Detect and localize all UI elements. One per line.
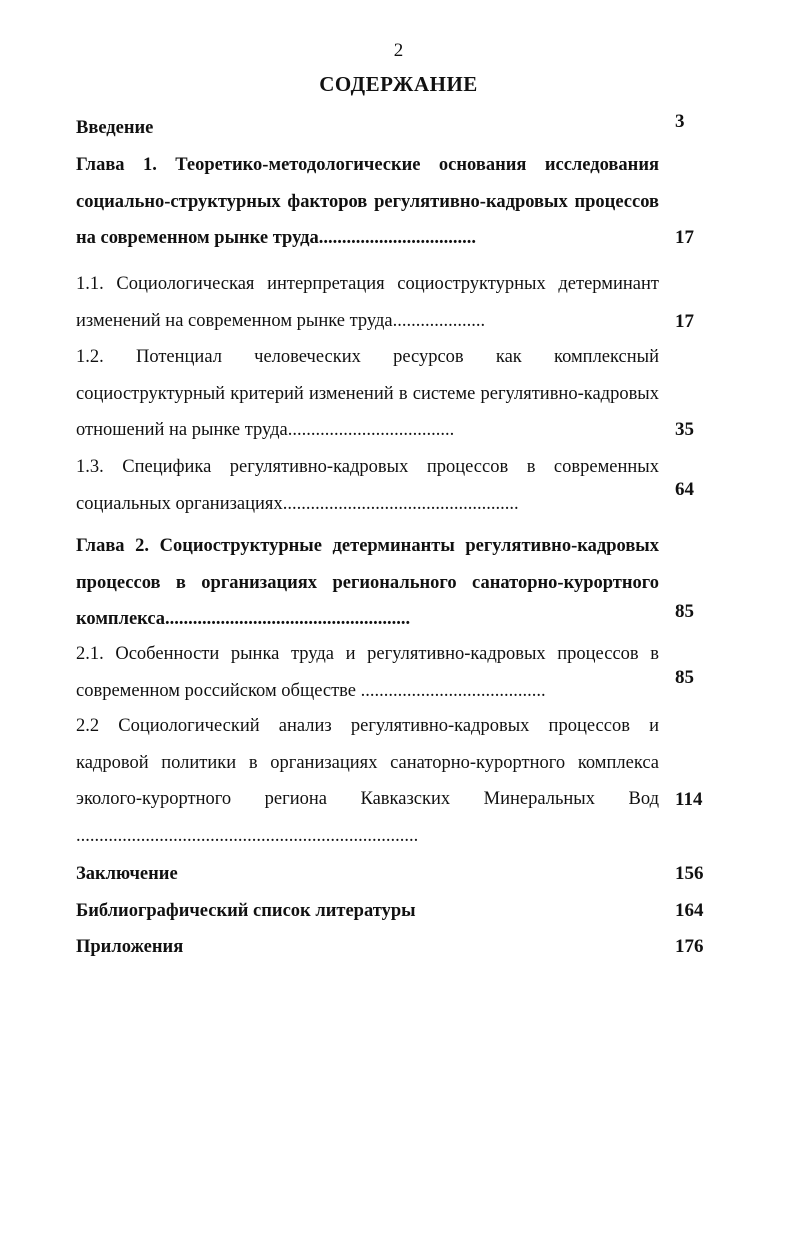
toc-entry-page: 164 <box>675 900 704 921</box>
toc-entry-page: 176 <box>675 936 704 957</box>
toc-entry-chapter-2 <box>76 528 786 638</box>
toc-entry-page: 17 <box>675 311 694 332</box>
toc-entry-page: 17 <box>675 227 694 248</box>
toc-entry-section-1-1 <box>76 266 786 339</box>
toc-entry-title: Библиографический список литературы <box>76 901 416 921</box>
toc-entry-title: 1.1. Социологическая интерпретация социоструктурных детерминант изменений на современном рынке труда.................... <box>76 274 659 331</box>
toc-entry-section-1-3 <box>76 449 786 522</box>
toc-entry-title: Введение <box>76 118 154 138</box>
toc-entry-section-2-1 <box>76 636 786 709</box>
toc-entry-page: 114 <box>675 789 703 810</box>
toc-entry-section-1-2 <box>76 339 786 449</box>
page-number: 2 <box>393 40 404 61</box>
toc-entry-introduction <box>76 110 786 147</box>
toc-entry-title: Глава 1. Теоретико-методологические основания исследования социально-структурных факторов регулятивно-кадровых процессов на современном рынке труда.................................. <box>76 155 659 248</box>
page-title: СОДЕРЖАНИЕ <box>319 72 478 96</box>
toc-entry-chapter-1 <box>76 147 786 257</box>
toc-entry-title: Глава 2. Социоструктурные детерминанты регулятивно-кадровых процессов в организациях регионального санаторно-курортного комплекса..................................................... <box>76 536 659 629</box>
toc-entry-page: 64 <box>675 479 694 500</box>
toc-entry-title: Приложения <box>76 937 184 957</box>
toc-entry-title: 2.2 Социологический анализ регулятивно-кадровых процессов и кадровой политики в организациях санаторно-курортного комплекса эколого-курортного региона Кавказских Минеральных Вод .......................................................................... <box>76 716 659 846</box>
toc-entry-page: 3 <box>675 111 685 132</box>
toc-entry-page: 156 <box>675 863 704 884</box>
toc-entry-bibliography <box>76 893 786 930</box>
toc-entry-page: 85 <box>675 667 694 688</box>
toc-entry-section-2-2 <box>76 708 786 854</box>
toc-entry-title: 1.2. Потенциал человеческих ресурсов как комплексный социоструктурный критерий изменений в системе регулятивно-кадровых отношений на рынке труда.................................... <box>76 347 659 440</box>
toc-entry-page: 85 <box>675 601 694 622</box>
toc-entry-appendices <box>76 929 786 966</box>
toc-entry-title: 1.3. Специфика регулятивно-кадровых процессов в современных социальных организациях................................................... <box>76 457 659 514</box>
toc-entry-title: Заключение <box>76 864 178 884</box>
toc-entry-page: 35 <box>675 419 694 440</box>
toc-entry-title: 2.1. Особенности рынка труда и регулятивно-кадровых процессов в современном российском обществе ........................................ <box>76 644 659 701</box>
toc-entry-conclusion <box>76 856 786 893</box>
